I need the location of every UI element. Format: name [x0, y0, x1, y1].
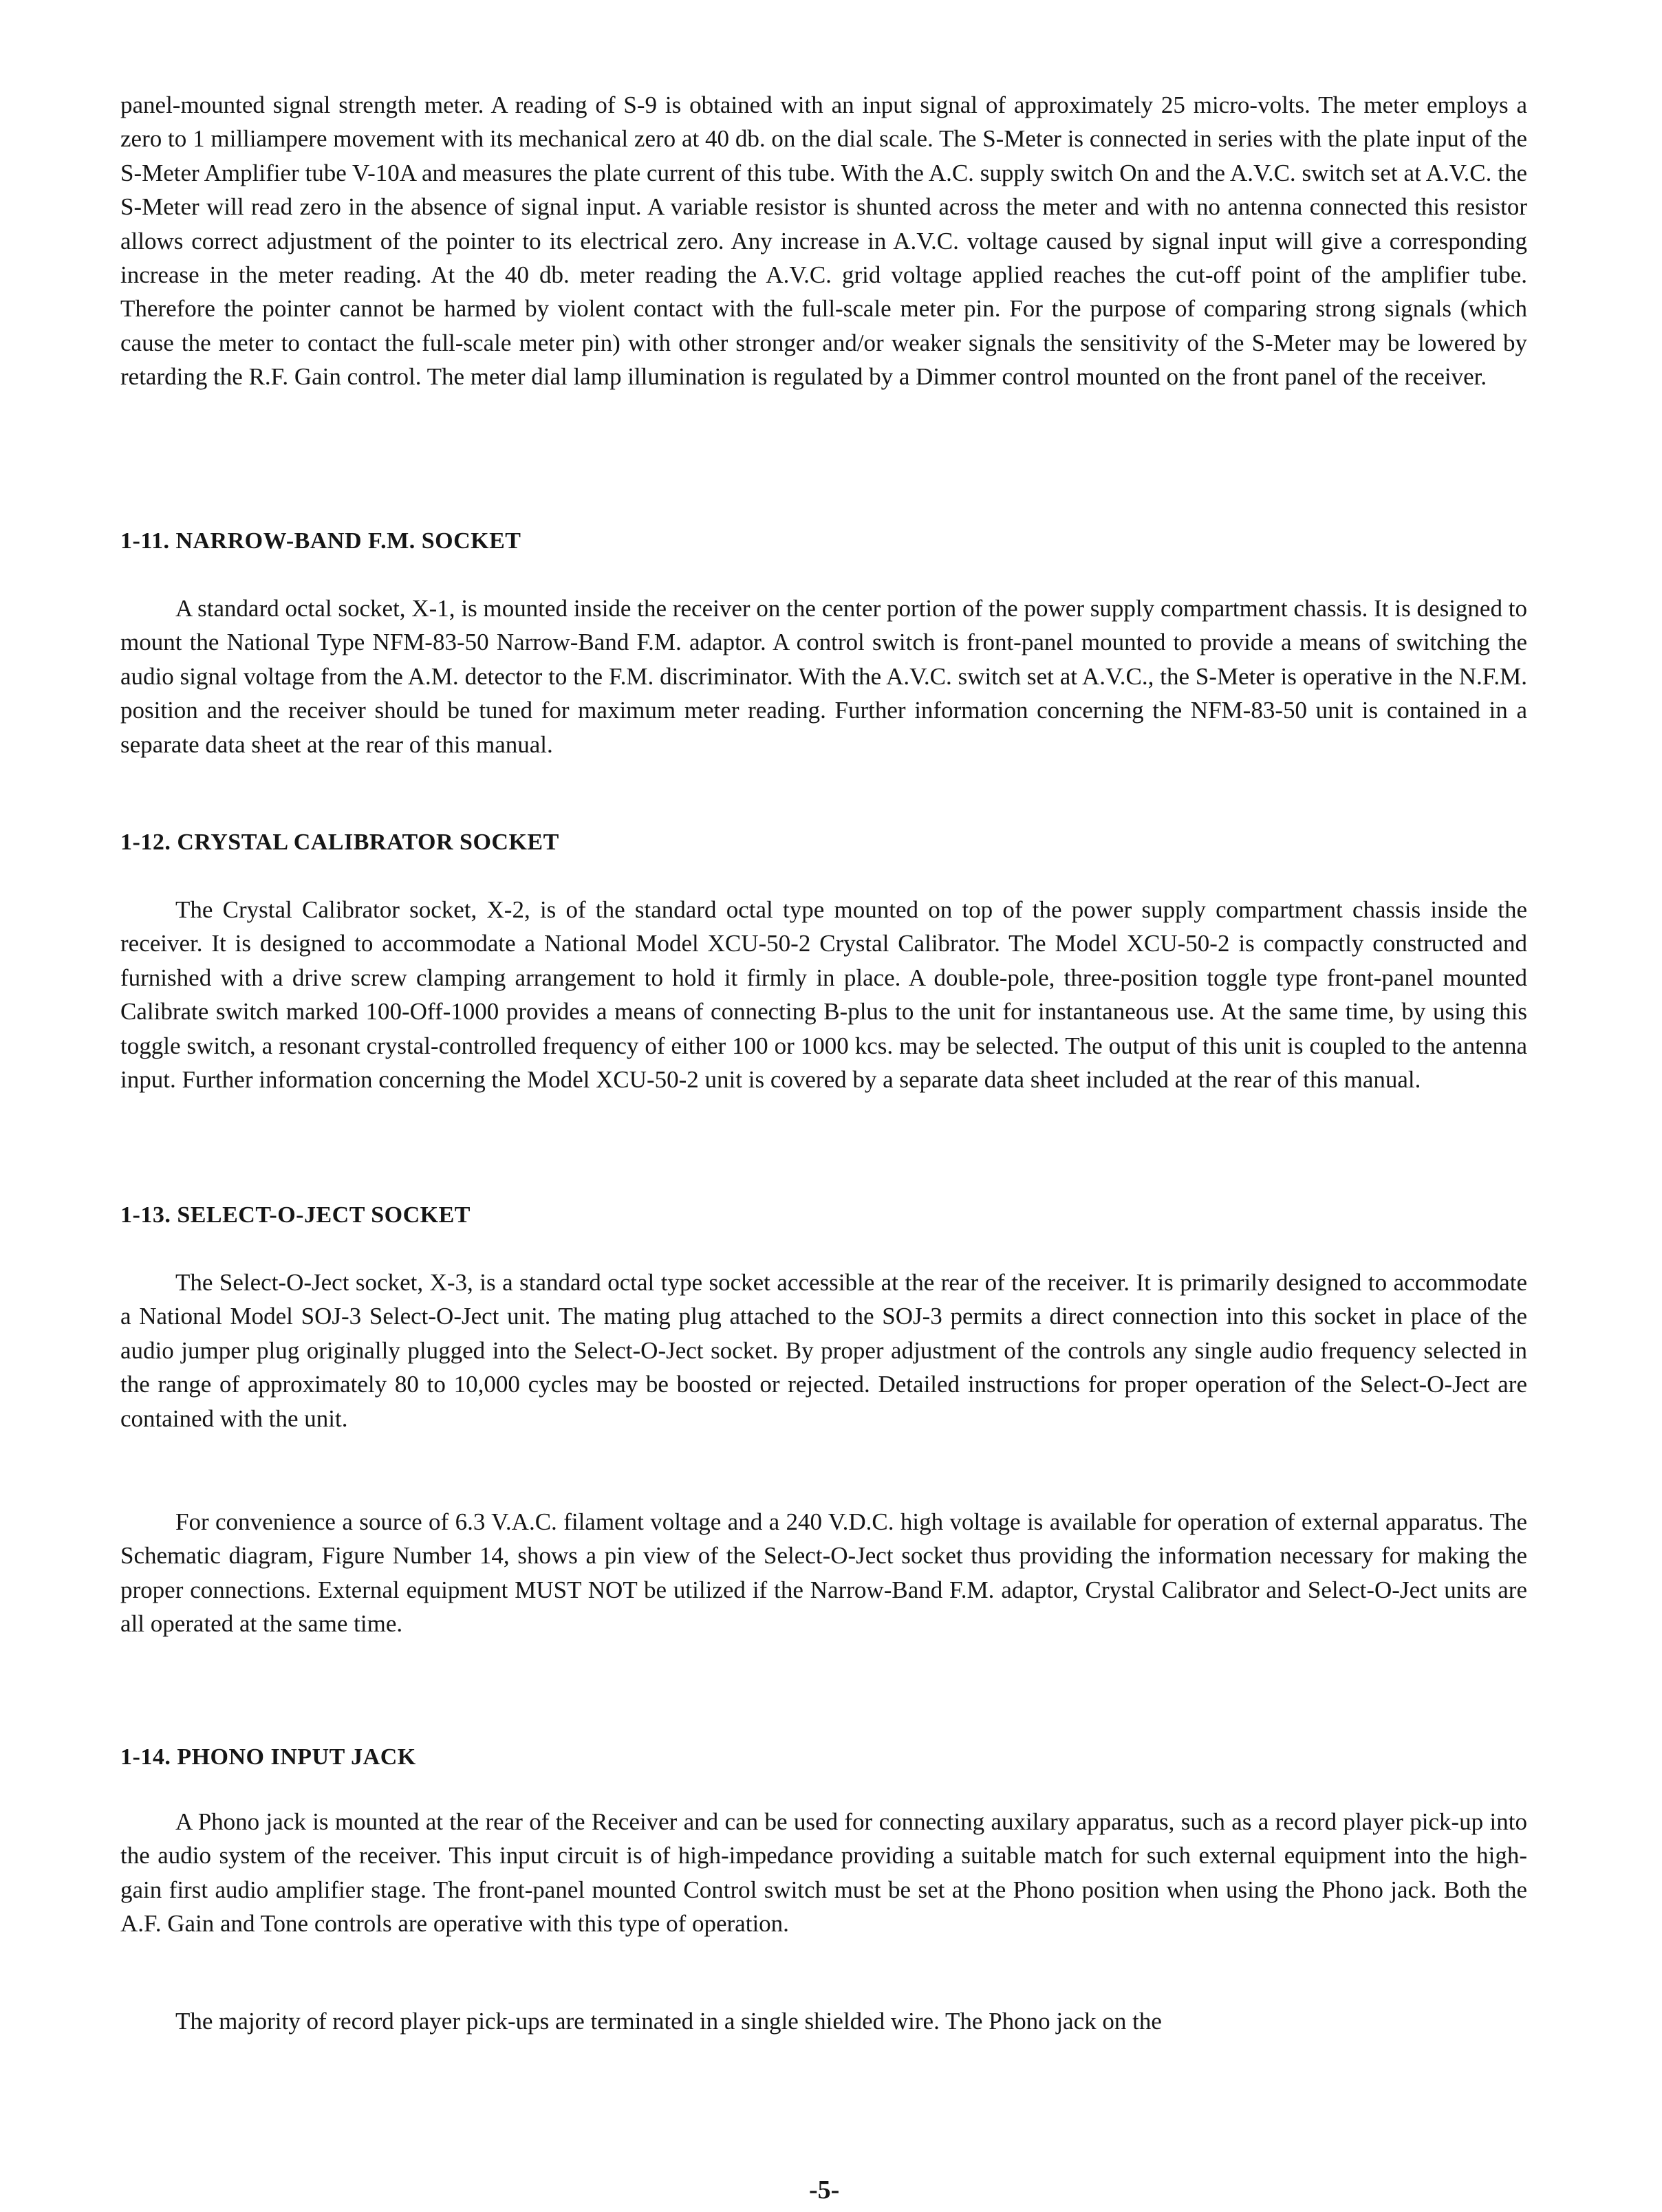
phono-input-jack-paragraph: A Phono jack is mounted at the rear of the Receiver and can be used for connecting auxilary apparatus, such as a record player pick-up into the audio system of the receiver. This input circuit is of high-impedance providing a suitable match for such external equipment into the high-gain first audio amplifier stage. The front-panel mounted Control switch must be set at the Phono position when using the Phono jack. Both the A.F. Gain and Tone controls are operative with this type of operation. — [120, 1808, 1527, 1938]
select-o-ject-power-paragraph: For convenience a source of 6.3 V.A.C. filament voltage and a 240 V.D.C. high voltage is available for operation of external apparatus. The Schematic diagram, Figure Number 14, shows a pin view of the Select-O-Ject socket thus providing the information necessary for making the proper connections. External equipment MUST NOT be utilized if the Narrow-Band F.M. adaptor, Crystal Calibrator and Select-O-Ject units are all operated at the same time. — [120, 1508, 1527, 1638]
phono-input-jack-continuation-paragraph: The majority of record player pick-ups are terminated in a single shielded wire. The Phono jack on the — [175, 2008, 1162, 2035]
section-heading-crystal-calibrator: 1-12. CRYSTAL CALIBRATOR SOCKET — [120, 830, 559, 855]
page-number: -5- — [809, 2176, 840, 2204]
select-o-ject-paragraph: The Select-O-Ject socket, X-3, is a standard octal type socket accessible at the rear of the receiver. It is primarily designed to accommodate a National Model SOJ-3 Select-O-Ject unit. The mating plug attached to the SOJ-3 permits a direct connection into this socket in place of the audio jumper plug originally plugged into the Select-O-Ject socket. By proper adjustment of the controls any single audio frequency selected in the range of approximately 80 to 10,000 cycles may be boosted or rejected. Detailed instructions for proper operation of the Select-O-Ject are contained with the unit. — [120, 1269, 1527, 1432]
intro-paragraph: panel-mounted signal strength meter. A reading of S-9 is obtained with an input signal of approximately 25 micro-volts. The meter employs a zero to 1 milliampere movement with its mechanical zero at 40 db. on the dial scale. The S-Meter is connected in series with the plate input of the S-Meter Amplifier tube V-10A and measures the plate current of this tube. With the A.C. supply switch On and the A.V.C. switch set at A.V.C. the S-Meter will read zero in the absence of signal input. A variable resistor is shunted across the meter and with no antenna connected this resistor allows correct adjustment of the pointer to its electrical zero. Any increase in A.V.C. voltage caused by signal input will give a corresponding increase in the meter reading. At the 40 db. meter reading the A.V.C. grid voltage applied reaches the cut-off point of the amplifier tube. Therefore the pointer cannot be harmed by violent contact with the full-scale meter pin. For the purpose of comparing strong signals (which cause the meter to contact the full-scale meter pin) with other stronger and/or weaker signals the sensitivity of the S-Meter may be lowered by retarding the R.F. Gain control. The meter dial lamp illumination is regulated by a Dimmer control mounted on the front panel of the receiver. — [120, 91, 1527, 391]
narrow-band-fm-paragraph: A standard octal socket, X-1, is mounted inside the receiver on the center portion of the power supply compartment chassis. It is designed to mount the National Type NFM-83-50 Narrow-Band F.M. adaptor. A control switch is front-panel mounted to provide a means of switching the audio signal voltage from the A.M. detector to the F.M. discriminator. With the A.V.C. switch set at A.V.C., the S-Meter is operative in the N.F.M. position and the receiver should be tuned for maximum meter reading. Further information concerning the NFM-83-50 unit is contained in a separate data sheet at the rear of this manual. — [120, 595, 1527, 758]
section-heading-phono-input-jack: 1-14. PHONO INPUT JACK — [120, 1744, 416, 1770]
crystal-calibrator-paragraph: The Crystal Calibrator socket, X-2, is of the standard octal type mounted on top of the power supply compartment chassis inside the receiver. It is designed to accommodate a National Model XCU-50-2 Crystal Calibrator. The Model XCU-50-2 is compactly constructed and furnished with a drive screw clamping arrangement to hold it firmly in place. A double-pole, three-position toggle type front-panel mounted Calibrate switch marked 100-Off-1000 provides a means of connecting B-plus to the unit for instantaneous use. At the same time, by using this toggle switch, a resonant crystal-controlled frequency of either 100 or 1000 kcs. may be selected. The output of this unit is coupled to the antenna input. Further information concerning the Model XCU-50-2 unit is covered by a separate data sheet included at the rear of this manual. — [120, 896, 1527, 1094]
section-heading-select-o-ject: 1-13. SELECT-O-JECT SOCKET — [120, 1202, 471, 1228]
section-heading-narrow-band-fm: 1-11. NARROW-BAND F.M. SOCKET — [120, 528, 521, 554]
